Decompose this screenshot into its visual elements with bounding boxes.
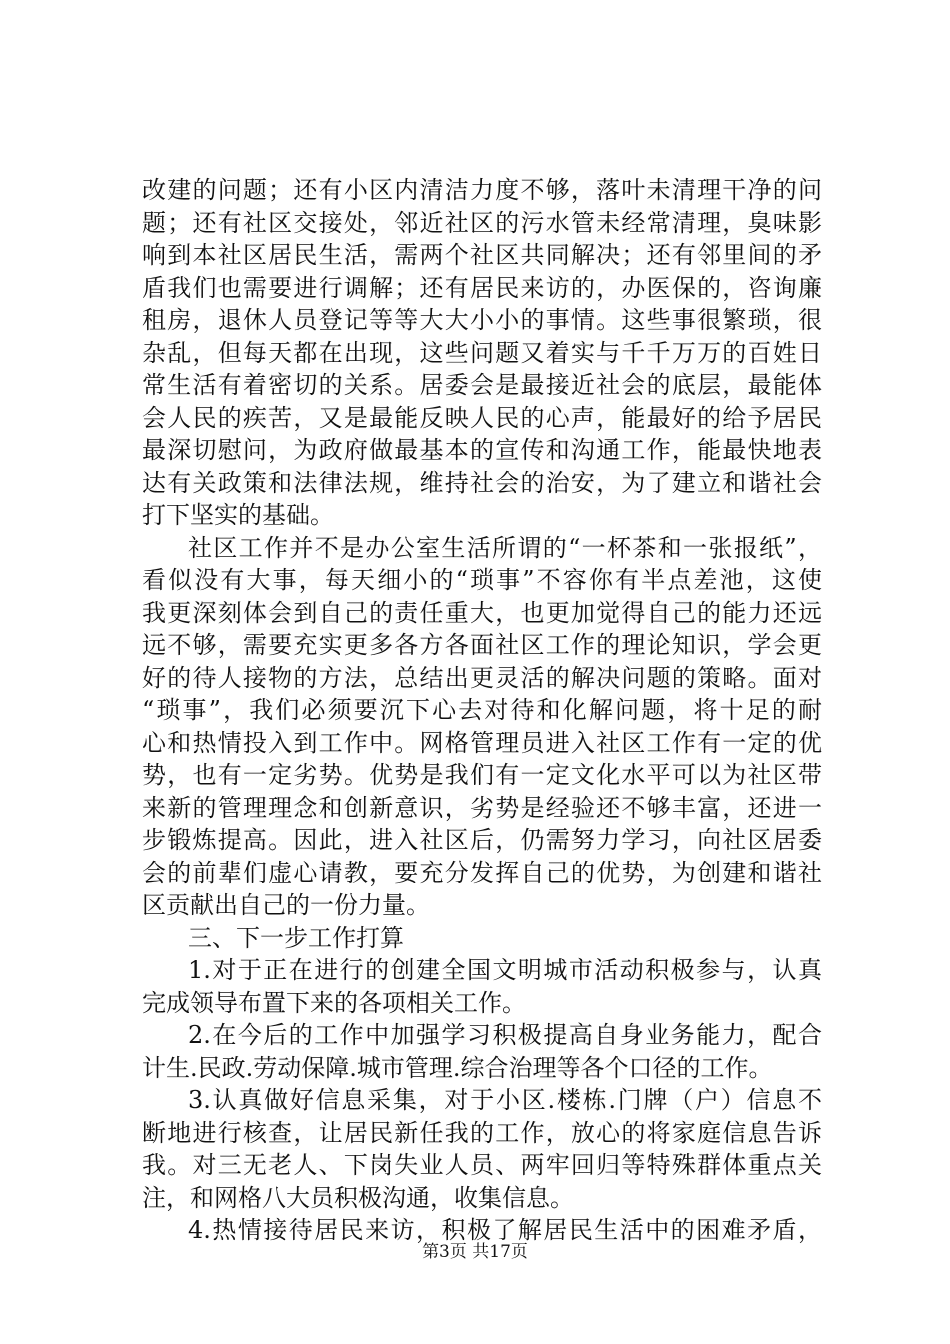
text-line: 租房，退休人员登记等等大大小小的事情。这些事很繁琐，很 [142,306,822,334]
text-line: 4.热情接待居民来访，积极了解居民生活中的困难矛盾， [188,1216,822,1244]
text-line: 盾我们也需要进行调解；还有居民来访的，办医保的，咨询廉 [142,273,822,302]
text-line: 题；还有社区交接处，邻近社区的污水管未经常清理，臭味影 [142,208,822,237]
text-line: 看似没有大事，每天细小的“琐事”不容你有半点差池，这使 [142,566,822,594]
text-line: 常生活有着密切的关系。居委会是最接近社会的底层，最能体 [142,371,822,399]
text-line: 心和热情投入到工作中。网格管理员进入社区工作有一定的优 [142,728,822,757]
text-line: 3.认真做好信息采集，对于小区.楼栋.门牌（户）信息不 [188,1086,822,1114]
text-line: 响到本社区居民生活，需两个社区共同解决；还有邻里间的矛 [142,241,822,269]
text-line: 来新的管理理念和创新意识，劣势是经验还不够丰富，还进一 [142,793,822,822]
text-line: 社区工作并不是办公室生活所谓的“一杯茶和一张报纸”， [188,533,822,562]
text-line: 步锻炼提高。因此，进入社区后，仍需努力学习，向社区居委 [142,826,822,854]
text-line: 势，也有一定劣势。优势是我们有一定文化水平可以为社区带 [142,761,822,789]
text-line: 断地进行核查，让居民新任我的工作，放心的将家庭信息告诉 [142,1118,822,1147]
document-body [142,174,822,1247]
text-line: 会人民的疾苦，又是最能反映人民的心声，能最好的给予居民 [142,403,822,432]
text-line: 完成领导布置下来的各项相关工作。 [142,988,526,1017]
text-line: 我更深刻体会到自己的责任重大，也更加觉得自己的能力还远 [142,598,822,627]
page-footer: 第3页 共17页 [422,1242,528,1262]
text-line: 远不够，需要充实更多各方各面社区工作的理论知识，学会更 [142,631,822,659]
text-line: 会的前辈们虚心请教，要充分发挥自己的优势，为创建和谐社 [142,858,822,887]
text-line: 1.对于正在进行的创建全国文明城市活动积极参与，认真 [188,956,822,984]
text-line: 计生.民政.劳动保障.城市管理.综合治理等各个口径的工作。 [142,1053,773,1082]
text-line: 2.在今后的工作中加强学习积极提高自身业务能力，配合 [188,1021,822,1049]
text-line: “琐事”，我们必须要沉下心去对待和化解问题，将十足的耐 [142,696,822,724]
text-line: 最深切慰问，为政府做最基本的宣传和沟通工作，能最快地表 [142,436,822,464]
text-line: 达有关政策和法律法规，维持社会的治安，为了建立和谐社会 [142,468,822,497]
text-line: 三、下一步工作打算 [188,923,404,952]
text-line: 改建的问题；还有小区内清洁力度不够，落叶未清理干净的问 [142,176,822,204]
text-line: 打下坚实的基础。 [142,501,334,529]
text-line: 注，和网格八大员积极沟通，收集信息。 [142,1183,574,1212]
text-line: 区贡献出自己的一份力量。 [142,891,430,919]
text-line: 杂乱，但每天都在出现，这些问题又着实与千千万万的百姓日 [142,338,822,367]
text-line: 我。对三无老人、下岗失业人员、两牢回归等特殊群体重点关 [142,1151,822,1179]
text-line: 好的待人接物的方法，总结出更灵活的解决问题的策略。面对 [142,663,822,692]
